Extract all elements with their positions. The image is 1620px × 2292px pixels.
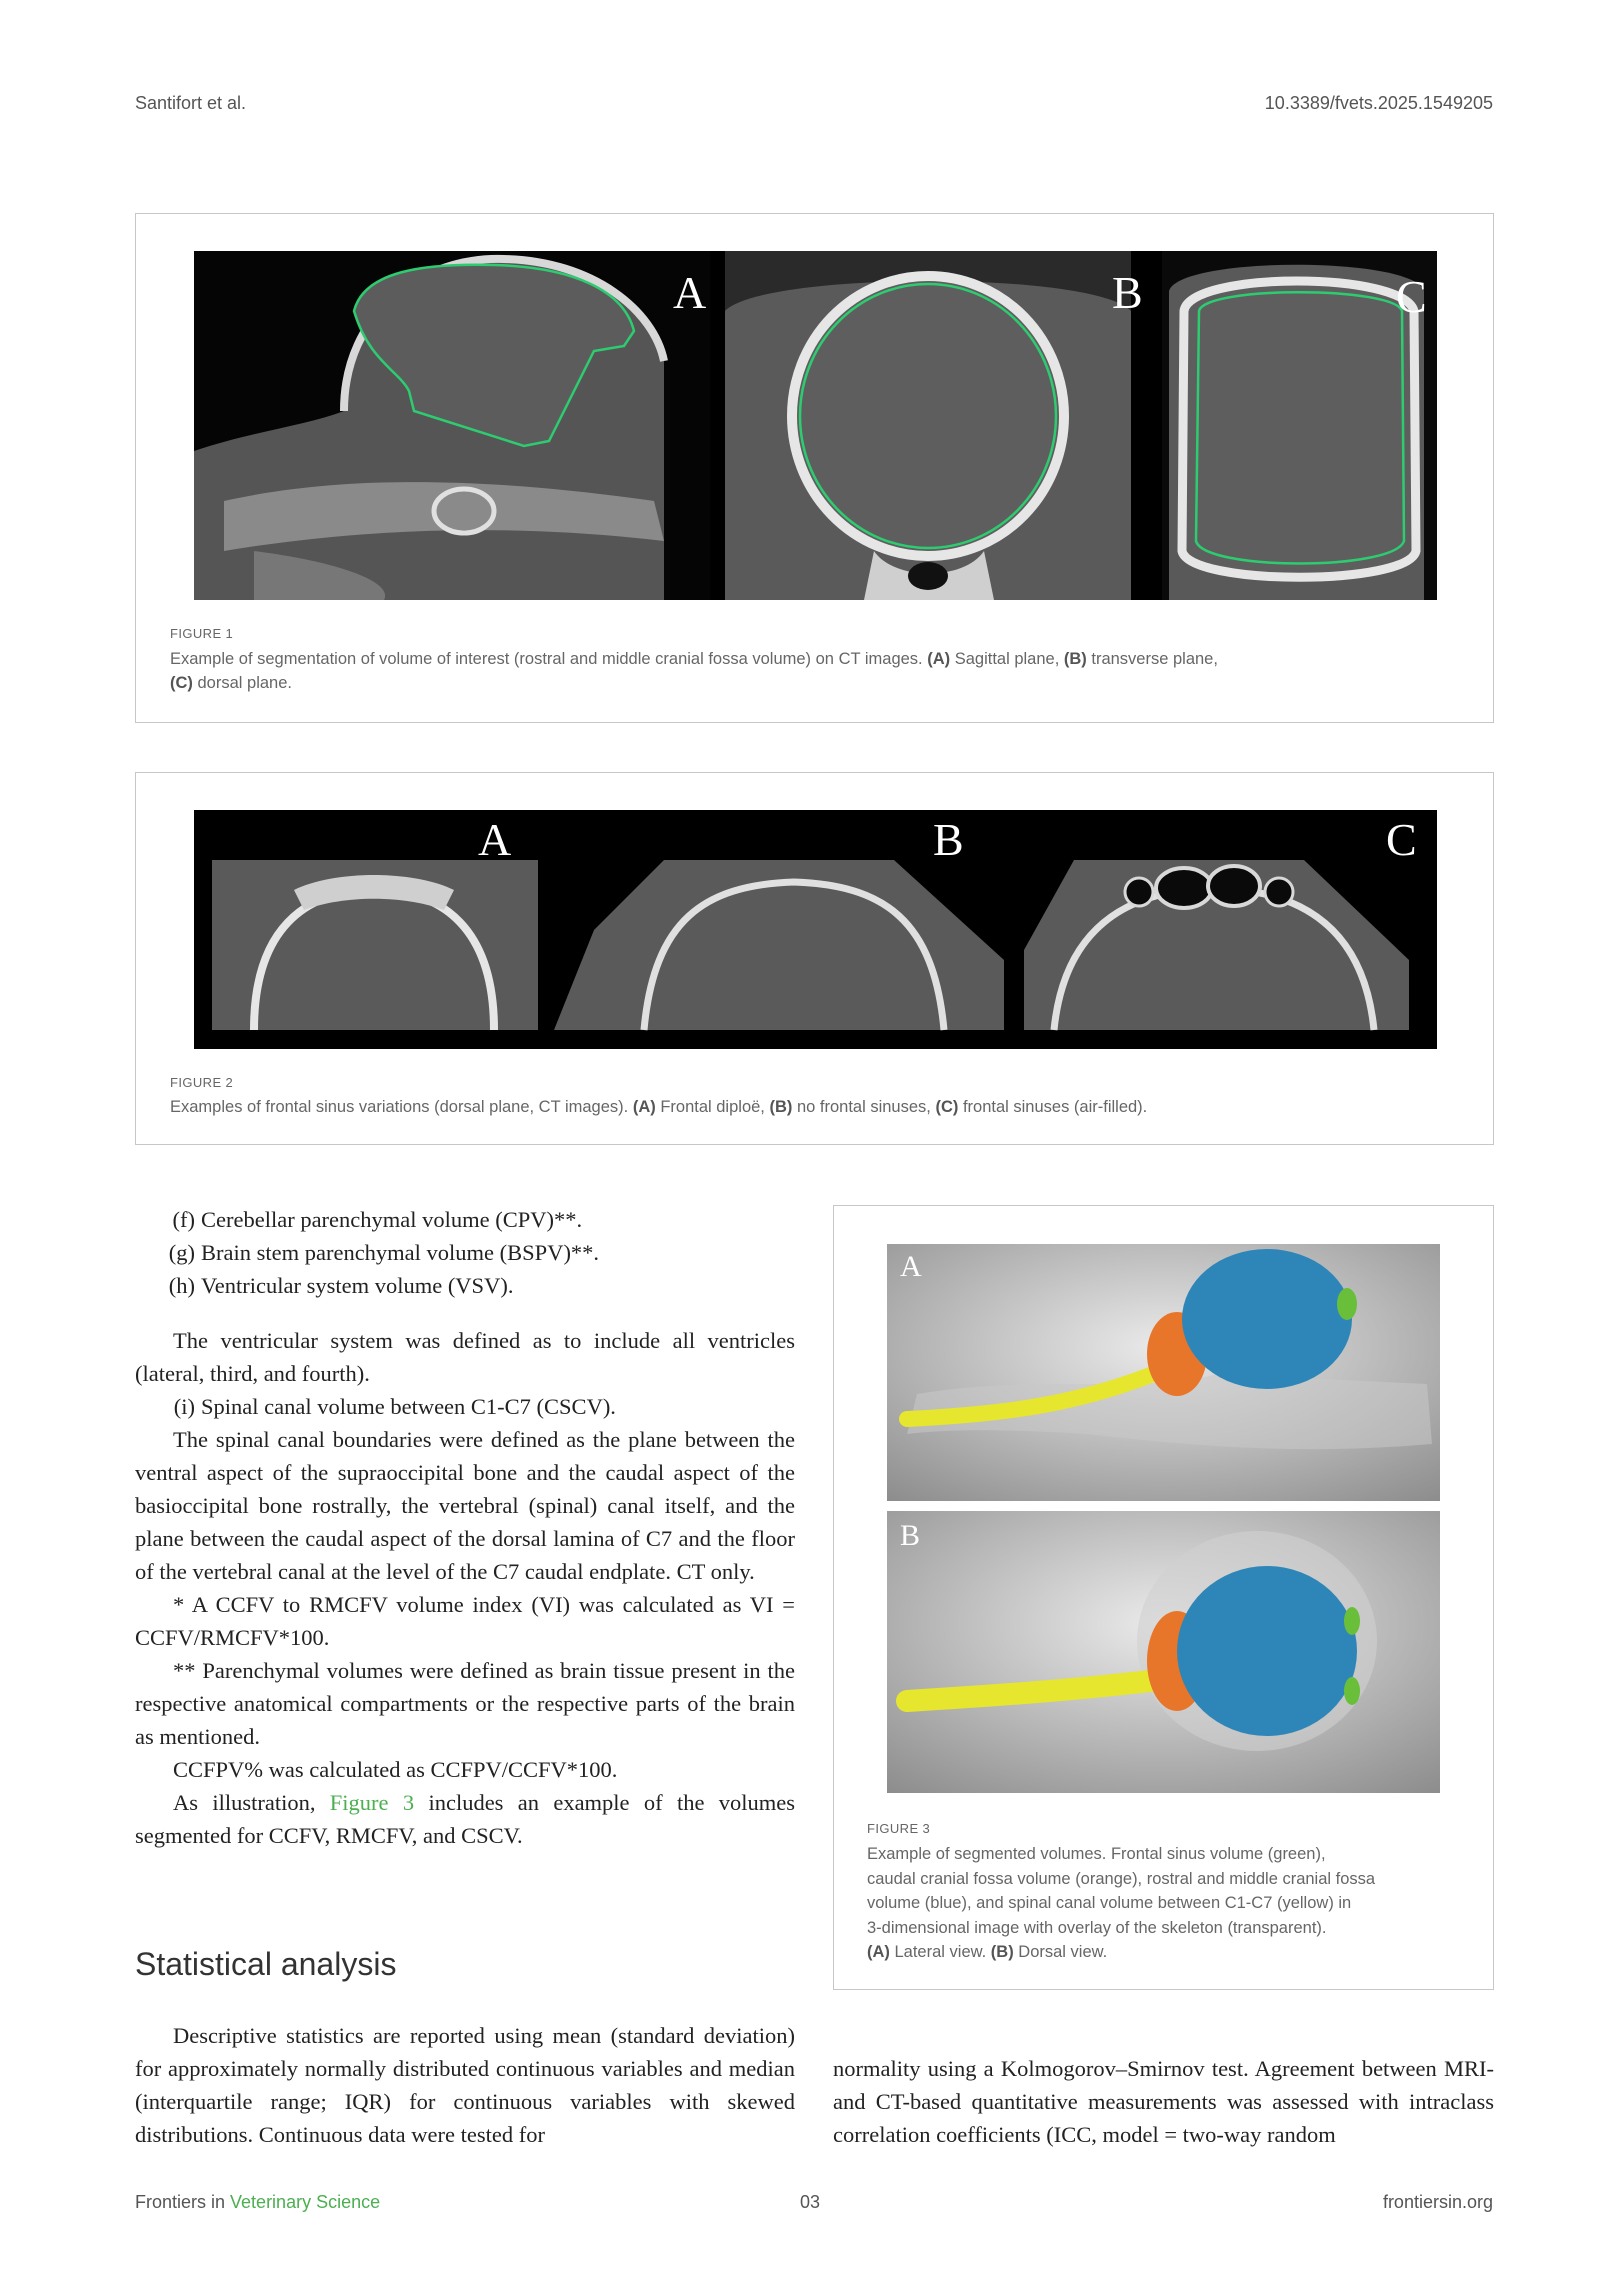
figure-1 — [135, 213, 1494, 723]
list-item: (f) Cerebellar parenchymal volume (CPV)**. — [172, 1207, 583, 1232]
section-heading: Statistical analysis — [135, 1946, 397, 1982]
figure-1-panel-b-image — [725, 251, 1131, 600]
figure-1-panel-c-letter: C — [1396, 271, 1427, 322]
paragraph: * A CCFV to RMCFV volume index (VI) was calculated as VI = CCFV/RMCFV*100. — [135, 1592, 795, 1650]
figure-2-ct-images — [194, 810, 1437, 1049]
figure-1-panel-a-letter: A — [673, 267, 707, 318]
figure-3-link[interactable]: Figure 3 — [329, 1790, 415, 1815]
paragraph-statistics-left: Descriptive statistics are reported using mean (standard deviation) for approximately normally distributed continuous variables and median (interquartile range; IQR) for continuous variables with skewed distributions. Continuous data were tested for — [135, 2023, 795, 2147]
running-header-authors: Santifort et al. — [135, 93, 247, 113]
page-number: 03 — [800, 2192, 821, 2212]
figure-1-label: FIGURE 1 — [170, 626, 234, 641]
figure-3-panel-a-letter: A — [900, 1250, 922, 1283]
figure-3-caption: Example of segmented volumes. Frontal sinus volume (green), caudal cranial fossa volume (orange), rostral and middle cranial fossa volume (blue), and spinal canal volume between C1-C7 (yellow) in 3-dimensional image with overlay of the skeleton (transparent). (A) Lateral view. (B) Dorsal view. — [867, 1845, 1376, 1961]
paragraph: ** Parenchymal volumes were defined as brain tissue present in the respective anatomical compartments or the respective parts of the brain as mentioned. — [135, 1658, 795, 1749]
figure-3 — [833, 1205, 1494, 1990]
figure-3-panel-b-letter: B — [900, 1519, 921, 1552]
figure-3-label: FIGURE 3 — [867, 1821, 931, 1836]
figure-2-panel-b-letter: B — [933, 814, 964, 865]
paragraph: As illustration, Figure 3 includes an example of the volumes segmented for CCFV, RMCFV, and CSCV. — [135, 1790, 796, 1848]
figure-1-panel-b-letter: B — [1112, 267, 1143, 318]
figure-2-label: FIGURE 2 — [170, 1075, 234, 1090]
body-left-column — [135, 1203, 795, 1852]
figure-3-panel-b-image — [887, 1511, 1440, 1793]
figure-1-ct-images — [194, 251, 1437, 600]
figure-2 — [135, 772, 1494, 1145]
paragraph: The ventricular system was defined as to include all ventricles (lateral, third, and fourth). — [135, 1328, 795, 1386]
list-item: (h) Ventricular system volume (VSV). — [168, 1273, 514, 1298]
paragraph: The spinal canal boundaries were defined as the plane between the ventral aspect of the supraoccipital bone and the caudal aspect of the basioccipital bone rostrally, the vertebral (spinal) canal itself, and the plane between the caudal aspect of the dorsal lamina of C7 and the floor of the vertebral canal at the level of the C7 caudal endplate. CT only. — [135, 1427, 795, 1584]
figure-1-panel-a-image — [194, 251, 710, 600]
paragraph: CCFPV% was calculated as CCFPV/CCFV*100. — [173, 1757, 618, 1782]
figure-2-panel-c-letter: C — [1386, 814, 1417, 865]
running-header-doi[interactable]: 10.3389/fvets.2025.1549205 — [1264, 93, 1493, 113]
journal-name-link[interactable]: Veterinary Science — [230, 2192, 381, 2212]
list-item: (g) Brain stem parenchymal volume (BSPV)**. — [168, 1240, 600, 1265]
footer-site-link[interactable]: frontiersin.org — [1382, 2192, 1493, 2212]
figure-3-panel-a-image — [887, 1244, 1440, 1501]
footer-journal: Frontiers in Veterinary Science — [135, 2192, 381, 2212]
figure-1-caption: Example of segmentation of volume of interest (rostral and middle cranial fossa volume) on CT images. (A) Sagittal plane, (B) transverse plane, (C) dorsal plane. — [170, 650, 1218, 692]
figure-2-panel-a-letter: A — [478, 814, 512, 865]
paragraph-statistics-right: normality using a Kolmogorov–Smirnov test. Agreement between MRI- and CT-based quantitative measurements was assessed with intraclass correlation coefficients (ICC, model = two-way random — [833, 2056, 1494, 2147]
list-item: (i) Spinal canal volume between C1-C7 (CSCV). — [173, 1394, 616, 1419]
figure-2-caption: Examples of frontal sinus variations (dorsal plane, CT images). (A) Frontal diploë, (B) no frontal sinuses, (C) frontal sinuses (air-filled). — [170, 1098, 1148, 1116]
figure-2-panel-a-image — [212, 860, 538, 1030]
